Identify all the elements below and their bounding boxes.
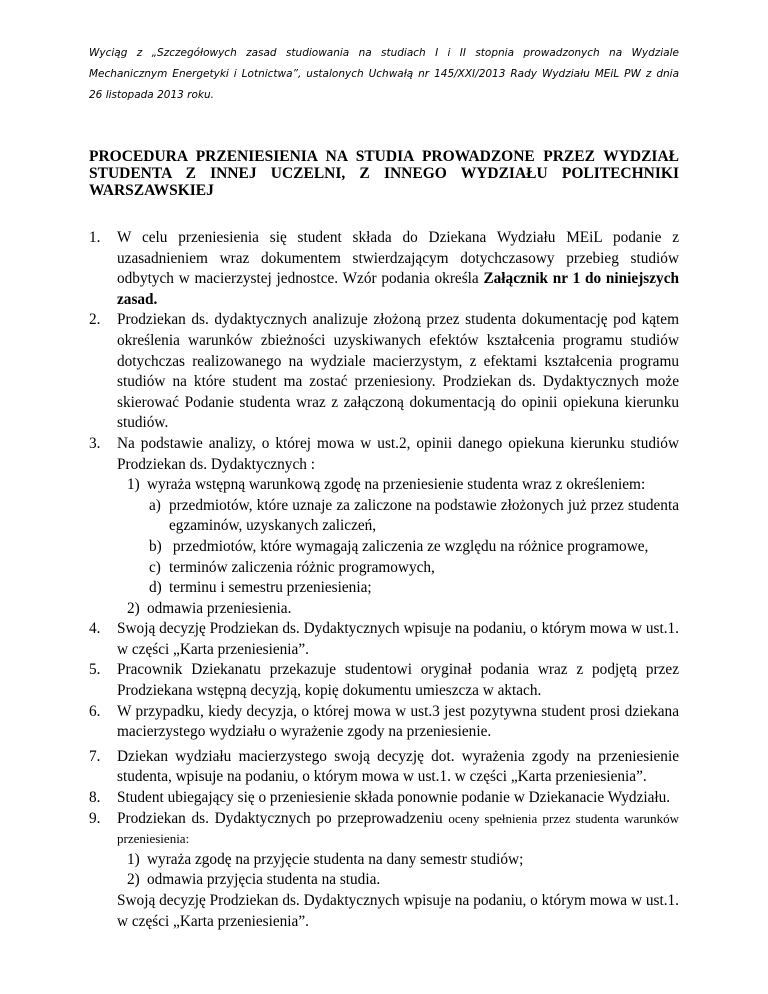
sub-sub-item-letter: d) [149,579,162,597]
item-number: 1. [89,229,101,246]
attachment-reference: Załącznik nr 1 do niniejszych zasad. [117,270,679,308]
sub-item-number: 2) [127,871,140,889]
sub-sub-item-text: przedmiotów, które wymagają zaliczenia ze względu na różnice programowe, [169,537,649,555]
title-line-1: PROCEDURA PRZENIESIENIA NA STUDIA PROWADZONE PRZEZ WYDZIAŁ [89,148,679,165]
list-item-6 [89,702,679,743]
sub-sub-item-letter: b) [149,537,162,555]
item-text: Swoją decyzję Prodziekan ds. Dydaktycznych wpisuje na podaniu, o którym mowa w ust.1. w części „Karta przeniesienia”. [117,620,679,658]
list-item-3 [89,434,679,619]
procedure-list [89,228,679,932]
item-text: W przypadku, kiedy decyzja, o której mowa w ust.3 jest pozytywna student prosi dziekana macierzystego wydziału o wyrażenie zgody na przeniesienie. [117,702,679,741]
list-item-7 [89,747,679,788]
sub-item-text: odmawia przyjęcia studenta na studia. [147,871,381,889]
item-number: 7. [89,747,101,765]
item-number: 6. [89,702,101,720]
item-text: Pracownik Dziekanatu przekazuje studentowi oryginał podania wraz z podjętą przez Prodziekana wstępną decyzją, kopię dokumentu umieszcza w aktach. [117,661,679,700]
title-line-2: STUDENTA Z INNEJ UCZELNI, Z INNEGO WYDZIAŁU POLITECHNIKI [89,165,679,182]
sub-sub-item-text: terminów zaliczenia różnic programowych, [169,558,435,576]
item-number: 5. [89,661,101,679]
item-number: 8. [89,789,101,807]
sub-sub-item-text: terminu i semestru przeniesienia; [169,579,372,597]
sub-item-number: 2) [127,599,140,617]
sub-sub-item-b [149,537,679,558]
sub-sub-item-c [149,558,679,579]
item-number: 4. [89,620,101,638]
sub-item-1 [127,850,679,871]
header-line-3: 26 listopada 2013 roku. [89,89,214,101]
item-text: Na podstawie analizy, o której mowa w ust.2, opinii danego opiekuna kierunku studiów Prodziekan ds. Dydaktycznych : [117,434,679,473]
item-text: W celu przeniesienia się student składa do Dziekana Wydziału MEiL podanie z uzasadnieniem wraz dokumentem stwierdzającym dotychczasowy przebieg studiów odbytych w macierzystej jednostce. Wzór podania określa [117,229,679,288]
sub-item-number: 1) [127,850,140,868]
list-item-5 [89,660,679,701]
sub-item-2 [127,870,679,891]
item-text: Student ubiegający się o przeniesienie składa ponownie podanie w Dziekanacie Wydziału. [117,789,671,807]
item-text: Prodziekan ds. dydaktycznych analizuje złożoną przez studenta dokumentację pod kątem określenia warunków zbieżności uzyskiwanych efektów kształcenia programu studiów dotychczas realizowanego na wydziale macierzystym, z efektami kształcenia programu studiów na które student ma zostać przeniesiony. Prodziekan ds. Dydaktycznych może skierować Podanie studenta wraz z załączoną dokumentacją do opinii opiekuna kierunku studiów. [117,311,679,432]
item-text: Prodziekan ds. Dydaktycznych po przeprowadzeniu [117,809,449,827]
item-number: 3. [89,434,101,452]
sub-sub-item-d [149,578,679,599]
procedure-title [89,148,679,199]
sub-item-2 [127,599,679,620]
sub-item-text: wyraża wstępną warunkową zgodę na przeniesienie studenta wraz z określeniem: [147,476,646,494]
sub-item-text: odmawia przeniesienia. [147,599,292,617]
title-line-3: WARSZAWSKIEJ [89,182,214,199]
list-item-1 [89,228,679,310]
sub-sub-item-text: przedmiotów, które uznaje za zaliczone na podstawie złożonych już przez studenta egzaminów, uzyskanych zaliczeń, [169,496,679,535]
sub-sub-item-letter: c) [149,558,161,576]
sub-item-1 [127,475,679,496]
sub-item-number: 1) [127,476,140,494]
list-item-9 [89,809,679,933]
sub-sub-item-letter: a) [149,496,161,514]
item-number: 9. [89,809,101,827]
header-line-2: Mechanicznym Energetyki i Lotnictwa”, ustalonych Uchwałą nr 145/XXI/2013 Rady Wydziału MEiL PW z dnia [89,68,679,80]
document-header [89,43,679,106]
closing-paragraph: Swoją decyzję Prodziekan ds. Dydaktycznych wpisuje na podaniu, o którym mowa w ust.1. w części „Karta przeniesienia”. [117,892,679,930]
list-item-4 [89,619,679,660]
sub-item-text: wyraża zgodę na przyjęcie studenta na dany semestr studiów; [147,850,524,868]
item-text: Dziekan wydziału macierzystego swoją decyzję dot. wyrażenia zgody na przeniesienie studenta, wpisuje na podaniu, o którym mowa w ust.1. w części „Karta przeniesienia”. [117,747,679,786]
item-text-small: oceny spełnienia przez studenta warunków przeniesienia: [117,810,679,847]
item-number: 2. [89,311,101,329]
sub-sub-item-a [149,496,679,537]
list-item-8 [89,788,679,809]
list-item-2 [89,310,679,434]
header-line-1: Wyciąg z „Szczegółowych zasad studiowania na studiach I i II stopnia prowadzonych na Wydziale [89,47,679,59]
